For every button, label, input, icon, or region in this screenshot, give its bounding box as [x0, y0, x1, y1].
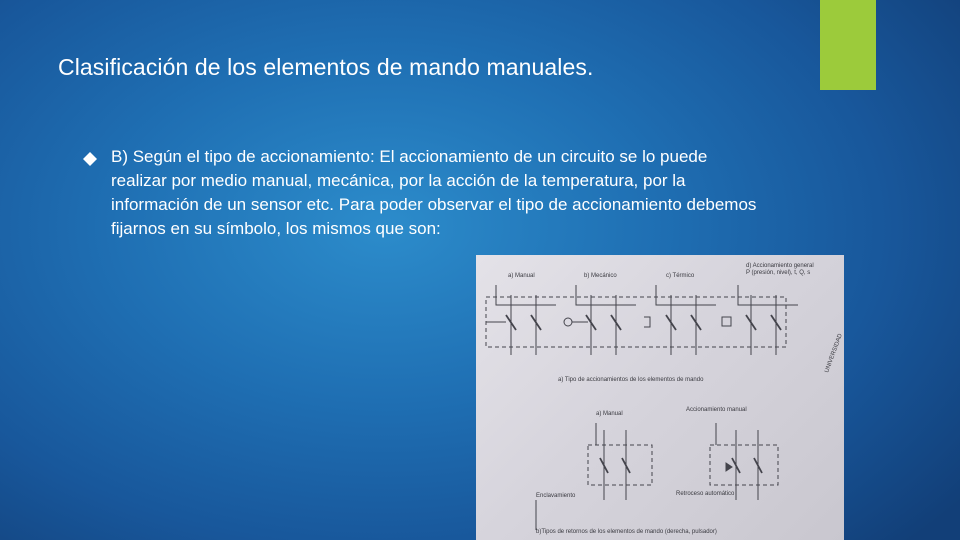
caption-top: a) Tipo de accionamientos de los elementos de mando	[558, 377, 704, 383]
label-lower-a-manual: a) Manual	[596, 411, 623, 417]
diamond-bullet-icon	[83, 152, 97, 166]
label-a-manual: a) Manual	[508, 273, 535, 279]
label-d-general-sub: P (presión, nivel), t, Q, s	[746, 270, 811, 276]
label-c-termico: c) Térmico	[666, 273, 695, 279]
side-text: UNIVERSIDAD	[824, 333, 844, 374]
switch-symbols-photo	[476, 255, 844, 540]
caption-bottom: b)Tipos de retornos de los elementos de mando (derecha, pulsador)	[536, 529, 717, 535]
slide-title: Clasificación de los elementos de mando manuales.	[58, 54, 594, 80]
label-b-mecanico: b) Mecánico	[584, 273, 617, 279]
bullet-text: B) Según el tipo de accionamiento: El accionamiento de un circuito se lo puede realizar por medio manual, mecánica, por la acción de la temperatura, por la información de un sensor etc. Para poder observar el tipo de accionamiento debemos fijarnos en su símbolo, los mismos que son:	[111, 147, 757, 238]
label-accionamiento-manual: Accionamiento manual	[686, 407, 747, 413]
accent-bar	[820, 0, 876, 90]
label-d-general: d) Accionamiento general	[746, 263, 814, 269]
top-switch-diagrams	[486, 285, 798, 355]
bottom-switch-diagrams	[536, 423, 778, 530]
label-retroceso: Retroceso automático	[676, 491, 735, 497]
label-enclavamiento: Enclavamiento	[536, 493, 576, 499]
